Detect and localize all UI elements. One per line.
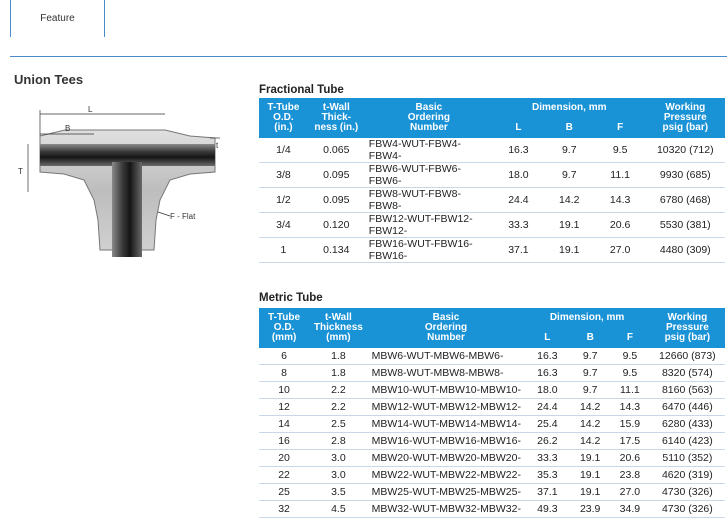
table-cell: MBW10-WUT-MBW10-MBW10-	[368, 382, 525, 399]
table-cell: 11.1	[610, 382, 650, 399]
table-cell: MBW25-WUT-MBW25-MBW25-	[368, 484, 525, 501]
table-cell: 20.6	[595, 213, 646, 238]
table-cell: FBW16-WUT-FBW16-FBW16-	[365, 238, 493, 263]
table-cell: 0.120	[308, 213, 365, 238]
table-cell: 18.0	[493, 163, 544, 188]
table-cell: 25.4	[524, 416, 570, 433]
col-pressure: Working Pressure psig (bar)	[646, 98, 725, 138]
table-cell: 4620 (319)	[650, 467, 725, 484]
table-cell: 14.2	[570, 416, 610, 433]
col-L: L	[524, 328, 570, 348]
table-cell: 49.3	[524, 501, 570, 518]
table-cell: 2.2	[309, 382, 368, 399]
table-row	[259, 163, 725, 188]
table-row	[259, 484, 725, 501]
table-cell: 1/4	[259, 138, 308, 163]
table-cell: 12660 (873)	[650, 348, 725, 365]
table-cell: 3.0	[309, 467, 368, 484]
col-wall: t-Wall Thick- ness (in.)	[308, 98, 365, 138]
table-row	[259, 213, 725, 238]
table-row	[259, 138, 725, 163]
table-cell: 26.2	[524, 433, 570, 450]
tab-feature-label: Feature	[40, 13, 75, 24]
label-T: T	[18, 167, 23, 176]
table-cell: MBW20-WUT-MBW20-MBW20-	[368, 450, 525, 467]
table-cell: 19.1	[544, 213, 595, 238]
table-row	[259, 450, 725, 467]
col-F: F	[610, 328, 650, 348]
table-cell: 37.1	[493, 238, 544, 263]
table-cell: 32	[259, 501, 309, 518]
table-cell: 23.9	[570, 501, 610, 518]
table-cell: 9.7	[570, 348, 610, 365]
table-cell: 15.9	[610, 416, 650, 433]
table-cell: 37.1	[524, 484, 570, 501]
table-cell: 24.4	[524, 399, 570, 416]
table-cell: 14	[259, 416, 309, 433]
table-cell: 4.5	[309, 501, 368, 518]
col-F: F	[595, 118, 646, 138]
table-cell: 10	[259, 382, 309, 399]
table-cell: FBW12-WUT-FBW12-FBW12-	[365, 213, 493, 238]
table-cell: 33.3	[493, 213, 544, 238]
table-cell: 19.1	[544, 238, 595, 263]
metric-title: Metric Tube	[259, 292, 323, 304]
table-cell: 2.5	[309, 416, 368, 433]
fractional-title: Fractional Tube	[259, 84, 344, 96]
col-ordering: Basic Ordering Number	[365, 98, 493, 138]
table-cell: 16.3	[524, 365, 570, 382]
union-tee-drawing	[10, 100, 245, 270]
fractional-table	[259, 98, 725, 263]
table-cell: 3/8	[259, 163, 308, 188]
tab-feature[interactable]	[10, 0, 105, 37]
table-cell: 3.0	[309, 450, 368, 467]
table-cell: 10320 (712)	[646, 138, 725, 163]
table-cell: 0.095	[308, 163, 365, 188]
table-cell: FBW6-WUT-FBW6-FBW6-	[365, 163, 493, 188]
table-cell: 23.8	[610, 467, 650, 484]
table-cell: 35.3	[524, 467, 570, 484]
table-cell: 27.0	[610, 484, 650, 501]
col-pressure: Working Pressure psig (bar)	[650, 308, 725, 348]
table-cell: 34.9	[610, 501, 650, 518]
table-cell: 0.065	[308, 138, 365, 163]
col-L: L	[493, 118, 544, 138]
table-cell: 0.095	[308, 188, 365, 213]
metric-table	[259, 308, 725, 518]
table-cell: FBW8-WUT-FBW8-FBW8-	[365, 188, 493, 213]
table-cell: 3.5	[309, 484, 368, 501]
table-cell: 0.134	[308, 238, 365, 263]
table-cell: 9930 (685)	[646, 163, 725, 188]
table-row	[259, 399, 725, 416]
table-row	[259, 238, 725, 263]
table-cell: 5530 (381)	[646, 213, 725, 238]
table-cell: MBW22-WUT-MBW22-MBW22-	[368, 467, 525, 484]
table-cell: 9.5	[595, 138, 646, 163]
table-cell: 6780 (468)	[646, 188, 725, 213]
table-row	[259, 365, 725, 382]
col-dimension: Dimension, mm	[493, 98, 646, 118]
col-wall: t-Wall Thickness (mm)	[309, 308, 368, 348]
table-row	[259, 416, 725, 433]
table-cell: MBW32-WUT-MBW32-MBW32-	[368, 501, 525, 518]
col-B: B	[544, 118, 595, 138]
table-cell: MBW14-WUT-MBW14-MBW14-	[368, 416, 525, 433]
section-title: Union Tees	[14, 72, 84, 87]
tab-divider	[10, 56, 727, 57]
table-cell: 16.3	[524, 348, 570, 365]
table-cell: 4480 (309)	[646, 238, 725, 263]
table-cell: 1/2	[259, 188, 308, 213]
table-cell: 9.5	[610, 365, 650, 382]
table-cell: 14.3	[595, 188, 646, 213]
table-row	[259, 188, 725, 213]
col-ordering: Basic Ordering Number	[368, 308, 525, 348]
table-cell: 5110 (352)	[650, 450, 725, 467]
table-row	[259, 382, 725, 399]
col-B: B	[570, 328, 610, 348]
table-cell: 6	[259, 348, 309, 365]
label-t: t	[216, 141, 219, 150]
table-cell: 16	[259, 433, 309, 450]
table-cell: 33.3	[524, 450, 570, 467]
table-cell: 25	[259, 484, 309, 501]
table-cell: MBW12-WUT-MBW12-MBW12-	[368, 399, 525, 416]
table-cell: 2.2	[309, 399, 368, 416]
table-row	[259, 348, 725, 365]
table-cell: 18.0	[524, 382, 570, 399]
table-cell: 3/4	[259, 213, 308, 238]
table-cell: 11.1	[595, 163, 646, 188]
table-cell: 20.6	[610, 450, 650, 467]
label-B: B	[65, 124, 71, 133]
table-cell: 12	[259, 399, 309, 416]
table-cell: 19.1	[570, 467, 610, 484]
table-cell: 8	[259, 365, 309, 382]
table-cell: 4730 (326)	[650, 484, 725, 501]
table-cell: 22	[259, 467, 309, 484]
table-cell: 14.3	[610, 399, 650, 416]
table-cell: 19.1	[570, 484, 610, 501]
table-cell: 8320 (574)	[650, 365, 725, 382]
table-row	[259, 467, 725, 484]
table-row	[259, 501, 725, 518]
table-cell: 17.5	[610, 433, 650, 450]
fractional-rows	[259, 138, 725, 263]
metric-rows	[259, 348, 725, 518]
table-cell: MBW8-WUT-MBW8-MBW8-	[368, 365, 525, 382]
label-L: L	[88, 105, 93, 114]
table-cell: 14.2	[570, 433, 610, 450]
table-cell: 6140 (423)	[650, 433, 725, 450]
table-cell: 19.1	[570, 450, 610, 467]
table-cell: 9.5	[610, 348, 650, 365]
col-od: T-Tube O.D. (in.)	[259, 98, 308, 138]
label-flat: F - Flat	[170, 212, 196, 221]
table-cell: 4730 (326)	[650, 501, 725, 518]
table-cell: 20	[259, 450, 309, 467]
tab-bar	[0, 0, 727, 57]
table-cell: MBW6-WUT-MBW6-MBW6-	[368, 348, 525, 365]
col-dimension: Dimension, mm	[524, 308, 649, 328]
table-cell: 1.8	[309, 348, 368, 365]
table-cell: 16.3	[493, 138, 544, 163]
table-cell: 1.8	[309, 365, 368, 382]
table-cell: 24.4	[493, 188, 544, 213]
table-cell: 14.2	[544, 188, 595, 213]
table-cell: 6470 (446)	[650, 399, 725, 416]
col-od: T-Tube O.D. (mm)	[259, 308, 309, 348]
table-cell: FBW4-WUT-FBW4-FBW4-	[365, 138, 493, 163]
table-cell: 9.7	[570, 382, 610, 399]
table-cell: 1	[259, 238, 308, 263]
table-cell: 8160 (563)	[650, 382, 725, 399]
table-cell: 6280 (433)	[650, 416, 725, 433]
table-cell: 27.0	[595, 238, 646, 263]
table-cell: 14.2	[570, 399, 610, 416]
table-cell: MBW16-WUT-MBW16-MBW16-	[368, 433, 525, 450]
table-cell: 2.8	[309, 433, 368, 450]
table-cell: 9.7	[544, 138, 595, 163]
table-row	[259, 433, 725, 450]
table-cell: 9.7	[570, 365, 610, 382]
table-cell: 9.7	[544, 163, 595, 188]
